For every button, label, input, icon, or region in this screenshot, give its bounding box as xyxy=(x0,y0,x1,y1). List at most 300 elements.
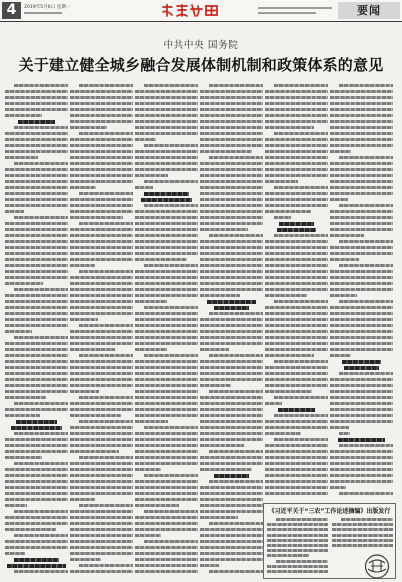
body-text-line xyxy=(70,252,133,255)
body-text-line xyxy=(70,462,133,465)
body-text-line xyxy=(330,450,393,453)
body-text-line xyxy=(265,282,328,285)
body-text-line xyxy=(144,144,198,147)
body-text-line xyxy=(330,384,393,387)
body-text-line xyxy=(200,258,263,261)
body-text-line xyxy=(14,336,68,339)
body-text-line xyxy=(274,414,328,417)
body-text-line xyxy=(135,150,198,153)
body-text-line xyxy=(5,390,68,393)
body-text-line xyxy=(135,462,198,465)
body-text-line xyxy=(5,366,68,369)
body-text-line xyxy=(79,192,133,195)
body-text-line xyxy=(330,252,393,255)
body-text-line xyxy=(265,390,312,393)
body-text-line xyxy=(265,456,328,459)
body-text-line xyxy=(5,408,68,411)
body-text-line xyxy=(135,570,198,573)
article-issuer: 中共中央 国务院 xyxy=(163,40,239,51)
body-text-line xyxy=(265,468,328,471)
body-text-line xyxy=(70,264,95,267)
body-text-line xyxy=(14,510,68,513)
body-text-line xyxy=(200,318,263,321)
section-heading-line xyxy=(207,300,256,304)
body-text-line xyxy=(70,510,133,513)
body-text-line xyxy=(135,420,168,423)
body-text-line xyxy=(14,432,68,435)
body-text-line xyxy=(70,450,119,453)
body-text-line xyxy=(200,408,263,411)
body-text-line xyxy=(209,390,263,393)
body-text-line xyxy=(79,354,133,357)
body-text-line xyxy=(70,468,133,471)
body-text-line xyxy=(70,276,133,279)
body-text-line xyxy=(265,162,328,165)
body-text-line xyxy=(200,282,263,285)
body-text-line xyxy=(265,318,328,321)
body-text-line xyxy=(5,294,68,297)
body-text-line xyxy=(5,354,68,357)
body-text-line xyxy=(135,378,198,381)
body-text-line xyxy=(265,354,314,357)
body-text-line xyxy=(70,96,133,99)
body-text-line xyxy=(70,114,133,117)
body-text-line xyxy=(330,486,346,489)
body-text-line xyxy=(265,150,328,153)
body-column xyxy=(200,84,263,576)
body-text-line xyxy=(5,378,68,381)
body-text-line xyxy=(70,102,133,105)
section-heading-line xyxy=(144,192,189,196)
body-text-line xyxy=(330,294,357,297)
body-text-line xyxy=(330,234,364,237)
body-text-line xyxy=(70,156,133,159)
body-text-line xyxy=(265,114,328,117)
body-text-line xyxy=(135,108,198,111)
body-text-line xyxy=(5,492,68,495)
body-text-line xyxy=(330,408,393,411)
body-text-line xyxy=(135,402,198,405)
body-text-line xyxy=(144,510,198,513)
body-text-line xyxy=(70,360,133,363)
body-text-line xyxy=(135,552,198,555)
body-text-line xyxy=(5,474,68,477)
body-text-line xyxy=(70,426,133,429)
body-text-line xyxy=(79,270,133,273)
body-text-line xyxy=(276,560,328,563)
body-text-line xyxy=(265,144,328,147)
body-text-line xyxy=(330,324,393,327)
body-text-line xyxy=(5,312,68,315)
body-text-line xyxy=(339,84,393,87)
body-text-line xyxy=(135,564,198,567)
body-text-line xyxy=(135,456,198,459)
body-text-line xyxy=(330,192,393,195)
body-text-line xyxy=(135,384,198,387)
body-text-line xyxy=(209,84,263,87)
body-text-line xyxy=(200,468,252,471)
body-text-line xyxy=(330,168,393,171)
editor-credit-line xyxy=(258,7,332,9)
body-text-line xyxy=(274,234,328,237)
body-text-line xyxy=(5,396,46,399)
body-text-line xyxy=(265,180,298,183)
body-text-line xyxy=(135,96,198,99)
body-text-line xyxy=(135,330,198,333)
body-text-line xyxy=(200,414,263,417)
body-text-line xyxy=(274,438,328,441)
body-text-line xyxy=(135,252,198,255)
body-text-line xyxy=(79,420,133,423)
body-text-line xyxy=(144,180,198,183)
body-text-line xyxy=(135,522,198,525)
body-text-line xyxy=(70,204,133,207)
body-text-line xyxy=(200,372,263,375)
section-heading-line xyxy=(342,360,381,364)
body-text-line xyxy=(265,258,328,261)
body-text-line xyxy=(265,426,328,429)
body-text-line xyxy=(265,156,328,159)
body-text-line xyxy=(200,444,244,447)
body-text-line xyxy=(144,84,198,87)
body-text-line xyxy=(5,552,25,555)
body-text-line xyxy=(5,186,68,189)
body-text-line xyxy=(144,204,198,207)
body-text-line xyxy=(330,456,393,459)
body-text-line xyxy=(5,348,68,351)
body-text-line xyxy=(200,552,263,555)
section-heading-line xyxy=(214,474,249,478)
body-text-line xyxy=(70,570,133,573)
section-heading-line xyxy=(338,438,385,442)
body-text-line xyxy=(200,564,219,567)
body-text-line xyxy=(339,492,393,495)
body-text-line xyxy=(135,114,198,117)
body-text-line xyxy=(265,462,328,465)
body-column xyxy=(5,84,68,576)
body-text-line xyxy=(135,468,161,471)
body-text-line xyxy=(144,540,198,543)
body-text-line xyxy=(339,264,393,267)
body-text-line xyxy=(5,342,68,345)
body-text-line xyxy=(5,210,24,213)
body-text-line xyxy=(5,528,56,531)
body-text-line xyxy=(5,282,43,285)
body-text-line xyxy=(200,294,240,297)
body-text-line xyxy=(330,396,393,399)
section-heading-line xyxy=(214,306,249,310)
body-text-line xyxy=(265,108,328,111)
body-text-line xyxy=(135,126,198,129)
body-text-line xyxy=(265,336,328,339)
section-heading-line xyxy=(11,426,63,430)
body-text-line xyxy=(265,174,328,177)
body-text-line xyxy=(209,570,263,573)
body-text-line xyxy=(135,234,198,237)
section-heading-line xyxy=(277,228,316,232)
body-text-line xyxy=(330,96,393,99)
body-text-line xyxy=(70,180,133,183)
body-text-line xyxy=(70,552,133,555)
body-text-line xyxy=(330,402,393,405)
seal-logo-icon xyxy=(356,553,398,580)
body-text-line xyxy=(330,462,393,465)
body-text-line xyxy=(135,288,198,291)
body-text-line xyxy=(200,252,263,255)
body-text-line xyxy=(274,84,328,87)
body-text-line xyxy=(265,240,328,243)
body-text-line xyxy=(5,156,38,159)
body-text-line xyxy=(265,210,311,213)
body-text-line xyxy=(5,384,68,387)
body-text-line xyxy=(70,444,133,447)
body-text-line xyxy=(5,372,68,375)
body-text-line xyxy=(200,510,263,513)
body-text-line xyxy=(341,518,393,521)
body-text-line xyxy=(135,246,198,249)
body-text-line xyxy=(332,539,393,542)
book-announcement-column xyxy=(267,518,328,576)
body-text-line xyxy=(330,306,393,309)
body-text-line xyxy=(135,282,198,285)
body-text-line xyxy=(200,270,263,273)
body-text-line xyxy=(135,558,198,561)
body-text-line xyxy=(200,240,263,243)
body-text-line xyxy=(70,480,133,483)
body-text-line xyxy=(330,258,359,261)
body-text-line xyxy=(70,522,133,525)
book-announcement-column xyxy=(332,518,393,550)
body-text-line xyxy=(70,216,123,219)
body-text-line xyxy=(144,426,198,429)
body-text-line xyxy=(79,456,133,459)
body-text-line xyxy=(135,186,153,189)
body-text-line xyxy=(5,270,68,273)
body-text-line xyxy=(70,282,133,285)
body-text-line xyxy=(274,216,291,219)
body-text-line xyxy=(5,150,68,153)
body-text-line xyxy=(200,222,263,225)
body-text-line xyxy=(209,156,263,159)
body-text-line xyxy=(339,444,393,447)
body-text-line xyxy=(70,258,133,261)
body-text-line xyxy=(332,528,393,531)
body-text-line xyxy=(200,186,263,189)
body-text-line xyxy=(135,450,198,453)
body-text-line xyxy=(200,276,263,279)
body-text-line xyxy=(5,228,68,231)
body-text-line xyxy=(330,390,393,393)
body-text-line xyxy=(200,492,263,495)
body-text-line xyxy=(209,522,263,525)
body-text-line xyxy=(5,276,68,279)
masthead-logo xyxy=(160,3,220,18)
body-text-line xyxy=(70,492,133,495)
body-text-line xyxy=(135,318,198,321)
body-text-line xyxy=(330,126,393,129)
body-text-line xyxy=(265,90,328,93)
body-text-line xyxy=(135,294,198,297)
body-text-line xyxy=(79,396,133,399)
body-text-line xyxy=(265,102,328,105)
body-text-line xyxy=(265,288,328,291)
body-text-line xyxy=(330,330,393,333)
body-text-line xyxy=(5,90,68,93)
body-text-line xyxy=(200,366,263,369)
body-text-line xyxy=(200,420,263,423)
body-text-line xyxy=(330,468,393,471)
body-text-line xyxy=(5,330,32,333)
body-text-line xyxy=(5,258,68,261)
body-text-line xyxy=(70,108,133,111)
body-text-line xyxy=(135,300,167,303)
body-text-line xyxy=(135,324,198,327)
body-text-line xyxy=(70,138,133,141)
body-text-line xyxy=(267,554,309,557)
body-text-line xyxy=(265,378,328,381)
body-text-line xyxy=(200,216,263,219)
body-text-line xyxy=(5,300,68,303)
body-text-line xyxy=(5,450,68,453)
body-text-line xyxy=(135,174,168,177)
body-text-line xyxy=(200,96,263,99)
body-text-line xyxy=(135,366,198,369)
body-text-line xyxy=(200,384,231,387)
body-text-line xyxy=(200,168,263,171)
body-text-line xyxy=(70,312,133,315)
body-text-line xyxy=(265,120,328,123)
body-text-line xyxy=(5,132,68,135)
body-text-line xyxy=(265,348,328,351)
body-text-line xyxy=(79,324,133,327)
body-text-line xyxy=(200,462,263,465)
section-heading-line xyxy=(141,198,193,202)
body-text-line xyxy=(200,210,263,213)
seal-logo-graphic xyxy=(356,553,398,580)
body-text-line xyxy=(144,354,198,357)
body-text-line xyxy=(330,138,393,141)
body-text-line xyxy=(135,210,198,213)
body-text-line xyxy=(200,198,263,201)
body-text-line xyxy=(70,540,133,543)
body-text-line xyxy=(5,144,68,147)
section-heading-line xyxy=(279,222,314,226)
body-text-line xyxy=(79,132,133,135)
body-text-line xyxy=(330,90,393,93)
body-text-line xyxy=(70,186,96,189)
body-text-line xyxy=(14,288,68,291)
body-text-line xyxy=(330,318,393,321)
body-text-line xyxy=(79,222,133,225)
body-text-line xyxy=(5,516,68,519)
body-text-line xyxy=(5,180,68,183)
body-text-line xyxy=(70,318,98,321)
body-text-line xyxy=(135,444,198,447)
date-subline xyxy=(24,12,62,14)
body-text-line xyxy=(200,126,263,129)
body-text-line xyxy=(144,474,198,477)
body-text-line xyxy=(135,516,198,519)
body-text-line xyxy=(330,342,393,345)
body-text-line xyxy=(330,354,351,357)
body-text-line xyxy=(135,414,198,417)
body-text-line xyxy=(70,240,133,243)
body-text-line xyxy=(200,150,252,153)
body-text-line xyxy=(5,498,68,501)
body-text-line xyxy=(135,240,198,243)
body-text-line xyxy=(5,522,68,525)
body-text-line xyxy=(135,504,179,507)
page-number: 4 xyxy=(2,2,21,19)
body-text-line xyxy=(265,276,328,279)
body-text-line xyxy=(200,534,263,537)
body-text-line xyxy=(200,114,263,117)
section-tab xyxy=(338,2,400,19)
body-text-line xyxy=(135,162,198,165)
body-text-line xyxy=(5,324,68,327)
body-text-line xyxy=(200,144,263,147)
body-text-line xyxy=(135,342,198,345)
body-text-line xyxy=(70,294,133,297)
body-text-line xyxy=(135,132,198,135)
body-text-line xyxy=(267,523,328,526)
body-text-line xyxy=(330,420,393,423)
body-text-line xyxy=(265,312,328,315)
body-text-line xyxy=(200,90,263,93)
body-text-line xyxy=(5,240,68,243)
body-text-line xyxy=(200,102,263,105)
body-text-line xyxy=(5,504,27,507)
body-text-line xyxy=(135,228,198,231)
body-text-line xyxy=(70,546,133,549)
body-text-line xyxy=(330,336,393,339)
body-text-line xyxy=(265,294,307,297)
body-text-line xyxy=(79,84,133,87)
body-text-line xyxy=(265,324,328,327)
body-text-line xyxy=(135,528,198,531)
body-text-line xyxy=(209,354,263,357)
body-text-line xyxy=(14,462,68,465)
body-text-line xyxy=(200,330,263,333)
body-text-line xyxy=(70,342,133,345)
body-text-line xyxy=(267,549,328,552)
body-text-line xyxy=(70,384,133,387)
body-text-line xyxy=(70,210,133,213)
body-text-line xyxy=(265,492,328,495)
body-text-line xyxy=(135,498,198,501)
body-text-line xyxy=(332,544,393,547)
body-text-line xyxy=(135,480,198,483)
body-text-line xyxy=(200,504,263,507)
body-text-line xyxy=(200,336,263,339)
body-text-line xyxy=(70,498,95,501)
body-text-line xyxy=(330,348,393,351)
body-text-line xyxy=(79,564,133,567)
body-text-line xyxy=(144,264,198,267)
body-text-line xyxy=(5,96,68,99)
body-text-line xyxy=(265,306,328,309)
body-text-line xyxy=(200,246,263,249)
body-text-line xyxy=(330,174,393,177)
body-text-line xyxy=(330,378,393,381)
body-text-line xyxy=(5,480,68,483)
body-text-line xyxy=(265,168,328,171)
body-text-line xyxy=(276,518,328,521)
body-text-line xyxy=(5,306,68,309)
body-text-line xyxy=(70,366,133,369)
body-column xyxy=(70,84,133,576)
body-text-line xyxy=(135,120,198,123)
